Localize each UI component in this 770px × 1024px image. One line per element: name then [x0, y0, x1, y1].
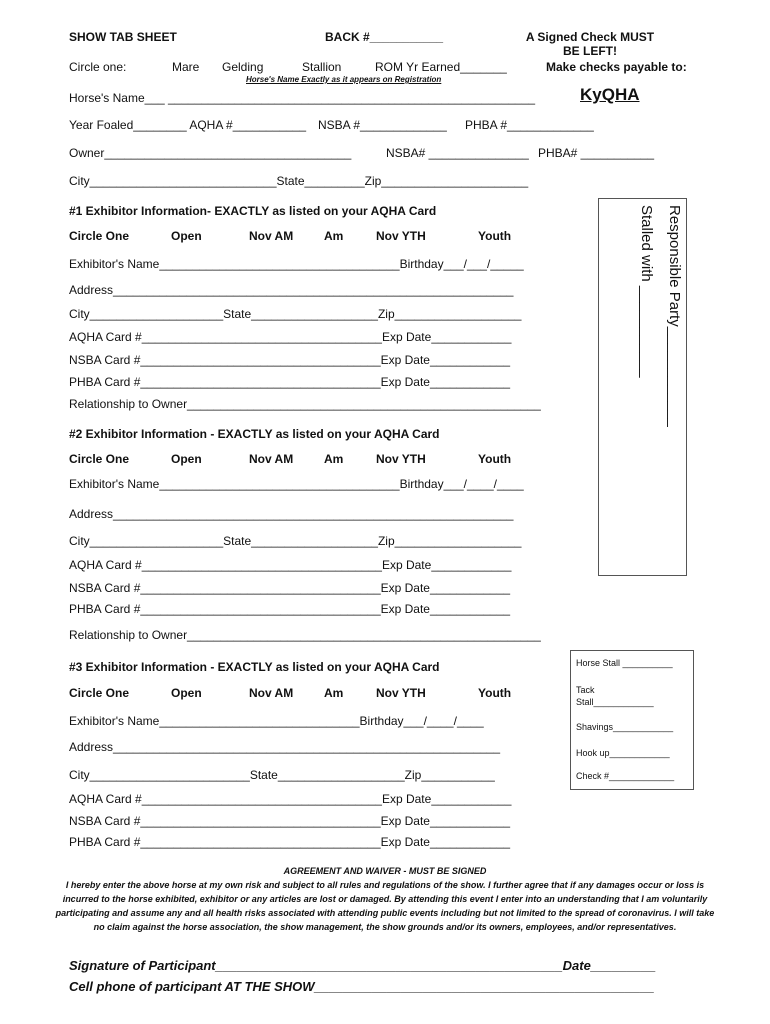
ex2-relationship-field[interactable]: Relationship to Owner_____________________________________________________	[69, 628, 541, 642]
agreement-body: I hereby enter the above horse at my own risk and subject to all rules and regulations of the show. I further agree that if any damages occur or loss is incurred to the horse exhibited, exhibitor or any articles are lost or damaged. By attending this event I enter into an understanding that I am voluntarily participating and assume any and all health risks associated with attending public events including but not limited to the spread of coronavirus. I will take no claim against the horse association, the show management, the show grounds and/or its owners, employees, and/or representatives.	[55, 880, 715, 932]
exhibitor-3-heading: #3 Exhibitor Information - EXACTLY as listed on your AQHA Card	[69, 660, 440, 674]
ex3-option-youth[interactable]: Youth	[478, 686, 512, 700]
signed-check-note-2: BE LEFT!	[563, 44, 617, 58]
ex3-address-field[interactable]: Address__________________________________________________________	[69, 740, 501, 754]
ex3-circle-one: Circle One	[69, 686, 130, 700]
ex1-option-youth[interactable]: Youth	[478, 229, 512, 243]
ex1-name-birthday-field[interactable]: Exhibitor's Name____________________________________Birthday___/___/_____	[69, 257, 524, 271]
option-mare[interactable]: Mare	[172, 60, 200, 74]
ex2-aqha-card-field[interactable]: AQHA Card #____________________________________Exp Date____________	[69, 558, 512, 572]
ex1-aqha-card-field[interactable]: AQHA Card #____________________________________Exp Date____________	[69, 330, 512, 344]
ex3-option-nov-am[interactable]: Nov AM	[249, 686, 294, 700]
ex2-option-am[interactable]: Am	[324, 452, 344, 466]
responsible-party-box	[598, 198, 687, 576]
kyqha-payee: KyQHA	[580, 85, 640, 104]
tack-stall-label: Tack	[576, 685, 595, 695]
ex2-option-nov-am[interactable]: Nov AM	[249, 452, 294, 466]
back-number-field[interactable]: BACK #___________	[325, 30, 444, 44]
option-gelding[interactable]: Gelding	[222, 60, 264, 74]
stall-box	[570, 650, 694, 790]
responsible-party-field[interactable]: Responsible Party____________	[666, 205, 683, 427]
registration-note: Horse's Name Exactly as it appears on Registration	[246, 75, 442, 84]
ex3-option-open[interactable]: Open	[171, 686, 202, 700]
ex1-option-nov-yth[interactable]: Nov YTH	[376, 229, 426, 243]
form-title: SHOW TAB SHEET	[69, 30, 177, 44]
owner-city-state-zip-field[interactable]: City____________________________State_________Zip______________________	[69, 174, 529, 188]
ex3-option-am[interactable]: Am	[324, 686, 344, 700]
ex3-city-state-zip-field[interactable]: City________________________State___________________Zip___________	[69, 768, 495, 782]
horse-phba-field[interactable]: PHBA #_____________	[465, 118, 594, 132]
ex2-name-birthday-field[interactable]: Exhibitor's Name____________________________________Birthday___/____/____	[69, 477, 524, 491]
ex1-nsba-card-field[interactable]: NSBA Card #____________________________________Exp Date____________	[69, 353, 511, 367]
shavings-field[interactable]: Shavings____________	[576, 722, 674, 732]
stalled-with-field[interactable]: Stalled with ___________	[638, 205, 655, 378]
participant-signature-field[interactable]: Signature of Participant________________________________________________Date_________	[69, 958, 656, 973]
signed-check-note: A Signed Check MUST	[525, 30, 655, 44]
ex1-address-field[interactable]: Address____________________________________________________________	[69, 283, 514, 297]
owner-field[interactable]: Owner_____________________________________	[69, 146, 352, 160]
participant-cell-phone-field[interactable]: Cell phone of participant AT THE SHOW_______________________________________________	[69, 979, 655, 994]
make-checks-payable: Make checks payable to:	[546, 60, 687, 74]
ex1-phba-card-field[interactable]: PHBA Card #____________________________________Exp Date____________	[69, 375, 511, 389]
ex3-option-nov-yth[interactable]: Nov YTH	[376, 686, 426, 700]
owner-nsba-field[interactable]: NSBA# _______________	[386, 146, 529, 160]
horse-stall-field[interactable]: Horse Stall __________	[576, 658, 673, 668]
tack-stall-field[interactable]: Stall____________	[576, 697, 654, 707]
ex2-nsba-card-field[interactable]: NSBA Card #____________________________________Exp Date____________	[69, 581, 511, 595]
ex2-address-field[interactable]: Address____________________________________________________________	[69, 507, 514, 521]
ex3-nsba-card-field[interactable]: NSBA Card #____________________________________Exp Date____________	[69, 814, 511, 828]
exhibitor-2-heading: #2 Exhibitor Information - EXACTLY as listed on your AQHA Card	[69, 427, 440, 441]
rom-year-field[interactable]: ROM Yr Earned_______	[375, 60, 507, 74]
year-foaled-aqha-field[interactable]: Year Foaled________ AQHA #___________	[69, 118, 307, 132]
horse-nsba-field[interactable]: NSBA #_____________	[318, 118, 447, 132]
check-number-field[interactable]: Check #_____________	[576, 771, 675, 781]
ex2-circle-one: Circle One	[69, 452, 130, 466]
ex1-circle-one: Circle One	[69, 229, 130, 243]
agreement-title: AGREEMENT AND WAIVER - MUST BE SIGNED	[283, 866, 487, 876]
ex2-option-youth[interactable]: Youth	[478, 452, 512, 466]
ex3-aqha-card-field[interactable]: AQHA Card #____________________________________Exp Date____________	[69, 792, 512, 806]
ex3-phba-card-field[interactable]: PHBA Card #____________________________________Exp Date____________	[69, 835, 511, 849]
hookup-field[interactable]: Hook up____________	[576, 748, 670, 758]
ex1-city-state-zip-field[interactable]: City____________________State___________________Zip___________________	[69, 307, 522, 321]
owner-phba-field[interactable]: PHBA# ___________	[538, 146, 655, 160]
ex1-relationship-field[interactable]: Relationship to Owner_____________________________________________________	[69, 397, 541, 411]
ex2-city-state-zip-field[interactable]: City____________________State___________________Zip___________________	[69, 534, 522, 548]
ex2-option-open[interactable]: Open	[171, 452, 202, 466]
circle-one-label: Circle one:	[69, 60, 127, 74]
horse-name-field[interactable]: Horse's Name___ _______________________________________________________	[69, 91, 536, 105]
exhibitor-1-heading: #1 Exhibitor Information- EXACTLY as listed on your AQHA Card	[69, 204, 437, 218]
ex2-phba-card-field[interactable]: PHBA Card #____________________________________Exp Date____________	[69, 602, 511, 616]
option-stallion[interactable]: Stallion	[302, 60, 342, 74]
ex1-option-open[interactable]: Open	[171, 229, 202, 243]
ex3-name-birthday-field[interactable]: Exhibitor's Name______________________________Birthday___/____/____	[69, 714, 484, 728]
ex2-option-nov-yth[interactable]: Nov YTH	[376, 452, 426, 466]
ex1-option-nov-am[interactable]: Nov AM	[249, 229, 294, 243]
ex1-option-am[interactable]: Am	[324, 229, 344, 243]
